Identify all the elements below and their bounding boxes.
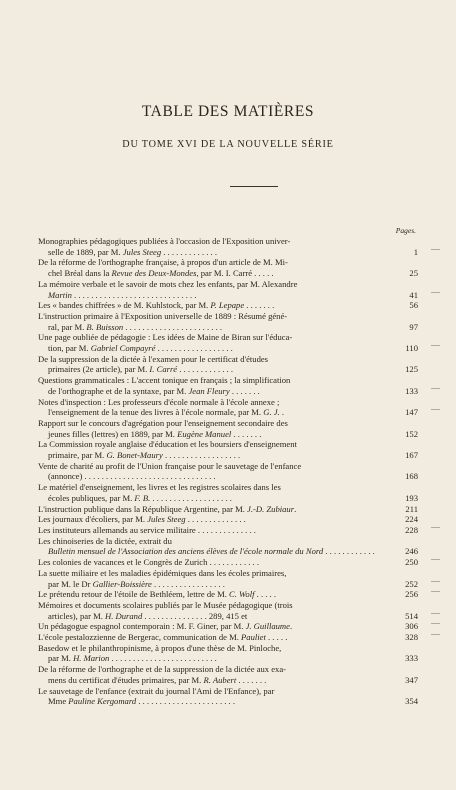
pencil-mark-icon: — bbox=[431, 575, 440, 586]
toc-entry-line: jeunes filles (lettres) en 1889, par M. bbox=[48, 428, 178, 439]
toc-page-number: 97 bbox=[409, 321, 418, 332]
toc-entry-author: G. J. bbox=[263, 407, 280, 418]
toc-entry-leader: . . . . . . . bbox=[231, 428, 262, 439]
toc-entry-line: Un pédagogue espagnol contemporain : M. F. Giner, par M. bbox=[38, 621, 246, 632]
toc-entry-leader: . . . . . bbox=[265, 632, 288, 643]
toc-page-number: 246 bbox=[405, 546, 418, 557]
toc-entry-line: Monographies pédagogiques publiées à l'occasion de l'Exposition univer- bbox=[38, 236, 291, 246]
toc-page-number: 211 bbox=[405, 503, 418, 514]
toc-entry-line: de l'orthographe et de la syntaxe, par M. bbox=[48, 385, 189, 396]
toc-entry bbox=[38, 586, 440, 600]
toc-entry-line: Les « bandes chiffrées » de M. Kuhlstock, par M. bbox=[38, 300, 211, 311]
toc-entry-leader: . . . . . bbox=[254, 589, 276, 600]
title-rule bbox=[230, 186, 278, 187]
toc-entry-line: Les journaux d'écoliers, par M. bbox=[38, 514, 148, 525]
toc-entry-author: Gabriel Compayré bbox=[90, 343, 156, 354]
toc-entry-line: tion, par M. bbox=[48, 343, 91, 354]
toc-entry-line: mens du certificat d'études primaires, par M. bbox=[48, 674, 204, 685]
toc-page-number: 25 bbox=[409, 268, 418, 279]
toc-page-number: 56 bbox=[409, 300, 418, 311]
toc-entry-line: De la réforme de l'orthographe française, à propos d'un article de M. Mi- bbox=[38, 257, 288, 268]
toc-entry-line: Les instituteurs allemands au service militaire . . . . . . . . . . . . . . bbox=[38, 524, 256, 535]
page-subtitle: DU TOME XVI DE LA NOUVELLE SÉRIE bbox=[122, 139, 334, 150]
toc-entry-author: Jules Steeg bbox=[122, 246, 162, 257]
toc-entry-text bbox=[38, 354, 386, 375]
toc-entry-leader: . . . . . . . . . . . . . . bbox=[185, 514, 246, 525]
toc-page-number: 228 bbox=[405, 524, 418, 535]
toc-entry-author: R. Aubert bbox=[203, 674, 237, 685]
toc-entry-text bbox=[38, 536, 386, 557]
toc-entry bbox=[38, 554, 440, 568]
toc-entry-leader: . . . . . . . . . . . . . . . . . . . . . . . bbox=[123, 321, 223, 332]
toc-entry bbox=[38, 686, 418, 707]
toc-entry-author: P. Lepape bbox=[210, 300, 245, 311]
toc-entry-line: chel Bréal dans la bbox=[48, 268, 112, 279]
pencil-mark-icon: — bbox=[431, 629, 440, 640]
toc-entry bbox=[38, 504, 418, 515]
toc-page-number: 514 bbox=[405, 610, 418, 621]
toc-entry-line: ral, par M. bbox=[48, 321, 87, 332]
pencil-mark-icon: — bbox=[431, 340, 440, 351]
toc-entry-line: De la suppression de la dictée à l'examen pour le certificat d'études bbox=[38, 353, 269, 364]
toc-page-number: 1 bbox=[413, 246, 418, 257]
toc-entry bbox=[38, 643, 418, 664]
pencil-mark-icon: — bbox=[431, 586, 440, 597]
toc-entry-line: La suette miliaire et les maladies épidémiques dans les écoles primaires, bbox=[38, 567, 287, 578]
pencil-mark-icon: — bbox=[431, 243, 440, 254]
toc-entry-leader: . . . . . . . bbox=[236, 674, 267, 685]
pencil-mark-icon: — bbox=[431, 618, 440, 629]
toc-entry-author: H. Marion bbox=[73, 653, 110, 664]
toc-entry-line: La mémoire verbale et le savoir de mots chez les enfants, par M. Alexandre bbox=[38, 278, 298, 289]
toc-entry-text bbox=[38, 418, 386, 439]
toc-entry-line: écoles publiques, par M. bbox=[48, 492, 135, 503]
toc-entry-author: I. Carré bbox=[149, 364, 178, 375]
toc-entry-line: Basedow et le philanthropinisme, à propos d'une thèse de M. Pinloche, bbox=[38, 642, 282, 653]
toc-entry bbox=[38, 629, 440, 643]
toc-entry-line: Le prétendu retour de l'étoile de Bethléem, lettre de M. bbox=[38, 589, 230, 600]
toc-entry-text bbox=[38, 525, 386, 536]
toc-entry-line: l'enseignement de la tenue des livres à l'école normale, par M. bbox=[48, 407, 264, 418]
toc-entry-author: Jean Fleury bbox=[188, 385, 230, 396]
toc-entry-text bbox=[38, 332, 386, 353]
toc-entry-author: J. Guillaume bbox=[245, 621, 290, 632]
toc-entry-line: L'instruction publique dans la République Argentine, par M. bbox=[38, 503, 248, 514]
toc-entry-line: Une page oubliée de pédagogie : Les idées de Maine de Biran sur l'éduca- bbox=[38, 332, 293, 343]
toc-entry-line: Les colonies de vacances et le Congrès de Zurich . . . . . . . . . . . . bbox=[38, 557, 259, 568]
toc-entry-line: L'école pestalozzienne de Bergerac, communication de M. bbox=[38, 632, 242, 643]
toc-entry-text bbox=[38, 279, 386, 300]
toc-entry-text bbox=[38, 504, 386, 515]
toc-entry bbox=[38, 396, 440, 418]
toc-entry-line: Questions grammaticales : L'accent tonique en français ; la simplification bbox=[38, 375, 291, 386]
pencil-mark-icon: — bbox=[431, 404, 440, 415]
toc-entry-author: B. Buisson bbox=[86, 321, 124, 332]
toc-entry-author: F. B. bbox=[134, 492, 151, 503]
toc-entry bbox=[38, 236, 440, 257]
toc-entry-leader: . . . . . . . bbox=[229, 385, 260, 396]
toc-entry bbox=[38, 375, 440, 396]
toc-entry-leader: . bbox=[289, 621, 293, 632]
toc-entry-line: L'instruction primaire à l'Exposition universelle de 1889 : Résumé géné- bbox=[38, 310, 288, 321]
toc-page-number: 252 bbox=[405, 578, 418, 589]
toc-entry-text bbox=[38, 557, 386, 568]
toc-entry-line: (annonce) . . . . . . . . . . . . . . . . . . . . . . . . . . . . . . . bbox=[48, 471, 216, 482]
toc-entry-leader: . . . . . . . . . . . . . . . . . . . . . . . . . . . . . bbox=[71, 289, 197, 300]
pencil-mark-icon: — bbox=[431, 607, 440, 618]
toc-entry-line: De la réforme de l'orthographe et de la suppression de la dictée aux exa- bbox=[38, 664, 287, 675]
toc-entry-line: selle de 1889, par M. bbox=[48, 246, 123, 257]
pencil-mark-icon: — bbox=[431, 382, 440, 393]
toc-entry-text bbox=[38, 686, 386, 707]
toc-entry-leader: . . . . . . . . . . . . . . . . . bbox=[151, 578, 225, 589]
toc-entry bbox=[38, 332, 440, 354]
toc-entry-leader: . . . . . . . . . . . . bbox=[323, 546, 375, 557]
table-of-contents bbox=[38, 236, 440, 707]
toc-entry-line: par M. le Dr bbox=[48, 578, 93, 589]
toc-page-number: 333 bbox=[405, 653, 418, 664]
toc-entry-text bbox=[38, 236, 386, 257]
toc-entry-leader: . . . . . . . . . . . . . . . . . . . . . . . . . bbox=[109, 653, 217, 664]
toc-page-number: 224 bbox=[405, 514, 418, 525]
toc-entry-line: par M. bbox=[48, 653, 74, 664]
toc-entry-text bbox=[38, 397, 386, 418]
toc-page-number: 168 bbox=[405, 471, 418, 482]
toc-entry-line: Le matériel d'enseignement, les livres et les registres scolaires dans les bbox=[38, 482, 281, 493]
toc-entry-leader: . . . . . . . . . . . . . bbox=[177, 364, 233, 375]
toc-entry-text bbox=[38, 643, 386, 664]
toc-entry-text bbox=[38, 300, 386, 311]
toc-entry bbox=[38, 439, 418, 460]
toc-entry-text bbox=[38, 514, 386, 525]
toc-entry-leader: . . . . . . . . . . . . . . . . . . bbox=[162, 450, 241, 461]
toc-entry-text bbox=[38, 632, 386, 643]
toc-page-number: 347 bbox=[405, 674, 418, 685]
toc-entry-leader: . . . . . . . . . . . . . . . . . . . . . . . bbox=[136, 696, 235, 707]
toc-entry-text bbox=[38, 482, 386, 503]
toc-entry bbox=[38, 311, 418, 332]
toc-entry-text bbox=[38, 439, 386, 460]
toc-entry bbox=[38, 567, 440, 589]
toc-entry-text bbox=[38, 568, 386, 589]
toc-entry-leader: . . . . . . . . . . . . . . . . . . . bbox=[150, 492, 232, 503]
toc-entry bbox=[38, 599, 440, 621]
toc-entry bbox=[38, 278, 440, 300]
toc-entry-leader: , par M. I. Carré . . . . . bbox=[196, 268, 274, 279]
toc-entry bbox=[38, 664, 418, 685]
pencil-mark-icon: — bbox=[431, 521, 440, 532]
toc-entry bbox=[38, 418, 418, 439]
toc-entry-line: primaire, par M. bbox=[48, 450, 107, 461]
toc-entry-author: G. Bonet-Maury bbox=[106, 450, 163, 461]
toc-entry-text bbox=[38, 311, 386, 332]
pencil-mark-icon: — bbox=[431, 554, 440, 565]
toc-entry bbox=[38, 257, 418, 278]
toc-entry-author: Revue des Deux-Mondes bbox=[111, 268, 197, 279]
toc-page-number: 328 bbox=[405, 632, 418, 643]
toc-entry bbox=[38, 354, 418, 375]
toc-page-number: 354 bbox=[405, 696, 418, 707]
toc-entry bbox=[38, 514, 418, 525]
toc-entry bbox=[38, 300, 418, 311]
toc-entry-line: Mémoires et documents scolaires publiés par le Musée pédagogique (trois bbox=[38, 599, 293, 610]
toc-page-number: 125 bbox=[405, 364, 418, 375]
toc-entry bbox=[38, 618, 440, 632]
toc-entry-leader: . . . . . . . bbox=[244, 300, 275, 311]
toc-page-number: 41 bbox=[409, 289, 418, 300]
toc-entry-line: Rapport sur le concours d'agrégation pour l'enseignement secondaire des bbox=[38, 417, 288, 428]
toc-entry-text bbox=[38, 664, 386, 685]
toc-entry-author: Martin bbox=[48, 289, 72, 300]
toc-entry-leader: . . . . . . . . . . . . . . . . . . bbox=[155, 343, 233, 354]
toc-entry-author: H. Durand bbox=[105, 610, 143, 621]
pencil-mark-icon: — bbox=[431, 286, 440, 297]
toc-entry-text bbox=[38, 600, 386, 621]
toc-entry-author: Pauliet bbox=[241, 632, 266, 643]
toc-entry bbox=[38, 536, 418, 557]
toc-entry-author: Gallier-Boissière bbox=[92, 578, 152, 589]
toc-entry-author: Bulletin mensuel de l'Association des anciens élèves de l'école normale du Nord bbox=[48, 546, 324, 557]
toc-entry-line: primaires (2e article), par M. bbox=[48, 364, 150, 375]
toc-entry-text bbox=[38, 589, 386, 600]
toc-page-number: 167 bbox=[405, 450, 418, 461]
toc-entry-line: articles), par M. bbox=[48, 610, 106, 621]
toc-entry-author: Pauline Kergomard bbox=[68, 696, 137, 707]
page-title: TABLE DES MATIÈRES bbox=[141, 103, 315, 120]
toc-page-number: 147 bbox=[405, 407, 418, 418]
toc-page-number: 193 bbox=[405, 492, 418, 503]
toc-entry-author: Eugène Manuel bbox=[177, 428, 232, 439]
toc-entry-leader: . bbox=[294, 503, 297, 514]
toc-entry-line: Vente de charité au profit de l'Union française pour le sauvetage de l'enfance bbox=[38, 460, 302, 471]
toc-page-number: 306 bbox=[405, 621, 418, 632]
toc-entry-leader: . bbox=[279, 407, 284, 418]
toc-entry-leader: . . . . . . . . . . . . . . . 289, 415 et bbox=[142, 610, 248, 621]
toc-entry-text bbox=[38, 257, 386, 278]
toc-entry-author: C. Wolf bbox=[229, 589, 255, 600]
toc-entry-leader: . . . . . . . . . . . . . bbox=[161, 246, 217, 257]
toc-entry-text bbox=[38, 375, 386, 396]
toc-entry bbox=[38, 461, 418, 482]
toc-entry-line: Mme bbox=[48, 696, 69, 707]
pages-column-label: Pages. bbox=[395, 226, 416, 235]
toc-page-number: 110 bbox=[405, 343, 418, 354]
toc-entry-line: Les chinoiseries de la dictée, extrait du bbox=[38, 535, 172, 546]
toc-entry-line: La Commission royale anglaise d'éducation et les boursiers d'enseignement bbox=[38, 439, 297, 450]
toc-entry-author: Jules Steeg bbox=[147, 514, 186, 525]
toc-page-number: 256 bbox=[405, 589, 418, 600]
toc-entry-author: J.-D. Zubiaur bbox=[247, 503, 295, 514]
toc-entry-line: Notes d'inspection : Les professeurs d'école normale à l'école annexe ; bbox=[38, 396, 280, 407]
toc-entry-text bbox=[38, 621, 386, 632]
toc-page-number: 250 bbox=[405, 557, 418, 568]
toc-page-number: 133 bbox=[405, 385, 418, 396]
toc-entry-text bbox=[38, 461, 386, 482]
toc-entry bbox=[38, 482, 418, 503]
toc-entry-line: Le sauvetage de l'enfance (extrait du journal l'Ami de l'Enfance), par bbox=[38, 685, 275, 696]
toc-entry bbox=[38, 521, 440, 536]
toc-page-number: 152 bbox=[405, 428, 418, 439]
